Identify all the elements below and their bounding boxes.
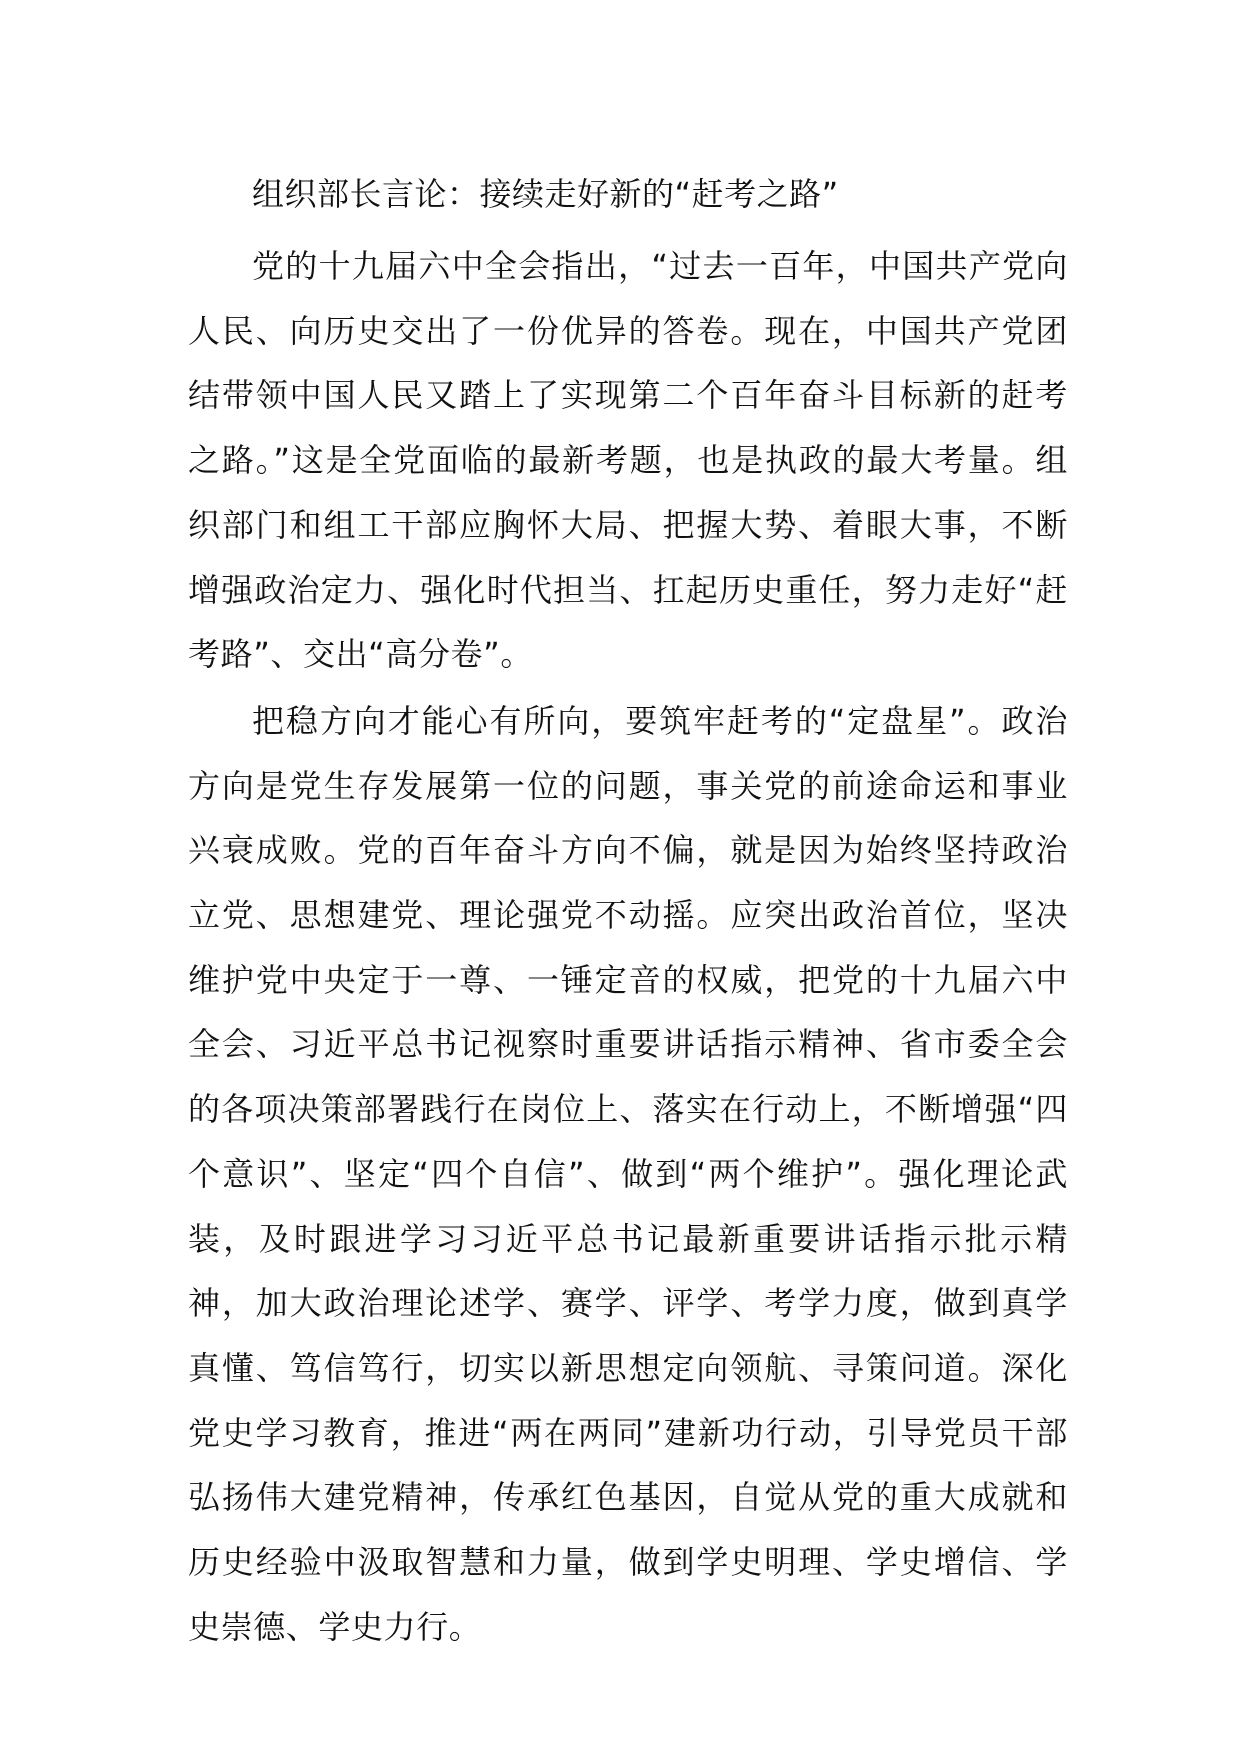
paragraph-2: 把稳方向才能心有所向，要筑牢赶考的“定盘星”。政治方向是党生存发展第一位的问题，事关党的前途命运和事业兴衰成败。党的百年奋斗方向不偏，就是因为始终坚持政治立党、思想建党、理论强党不动摇。应突出政治首位，坚决维护党中央定于一尊、一锤定音的权威，把党的十九届六中全会、习近平总书记视察时重要讲话指示精神、省市委全会的各项决策部署践行在岗位上、落实在行动上，不断增强“四个意识”、坚定“四个自信”、做到“两个维护”。强化理论武装，及时跟进学习习近平总书记最新重要讲话指示批示精神，加大政治理论述学、赛学、评学、考学力度，做到真学真懂、笃信笃行，切实以新思想定向领航、寻策问道。深化党史学习教育，推进“两在两同”建新功行动，引导党员干部弘扬伟大建党精神，传承红色基因，自觉从党的重大成就和历史经验中汲取智慧和力量，做到学史明理、学史增信、学史崇德、学史力行。 [188,701,1068,1646]
document-title: 组织部长言论：接续走好新的“赶考之路” [252,175,839,213]
document-body [188,170,1068,1659]
paragraph-1: 党的十九届六中全会指出，“过去一百年，中国共产党向人民、向历史交出了一份优异的答卷。现在，中国共产党团结带领中国人民又踏上了实现第二个百年奋斗目标新的赶考之路。”这是全党面临的最新考题，也是执政的最大考量。组织部门和组工干部应胸怀大局、把握大势、着眼大事，不断增强政治定力、强化时代担当、扛起历史重任，努力走好“赶考路”、交出“高分卷”。 [188,247,1068,674]
